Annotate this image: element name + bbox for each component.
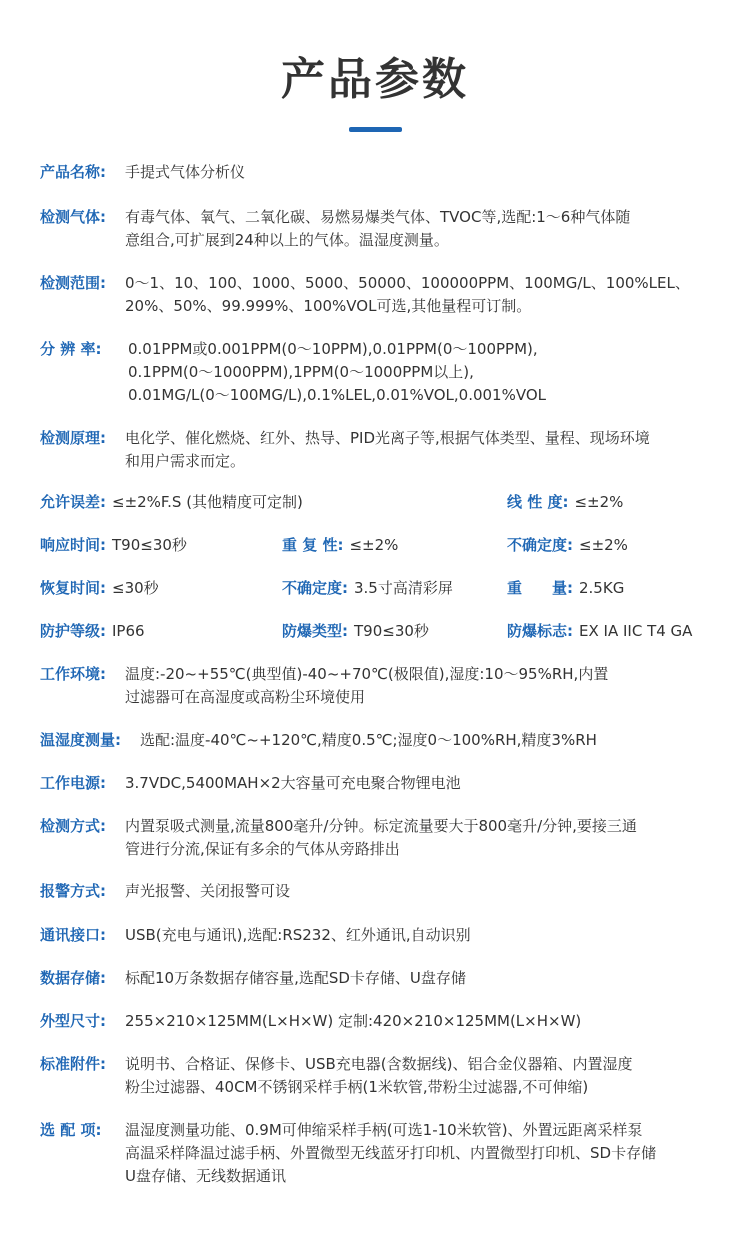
- spec-label: 检测方式:: [40, 817, 106, 835]
- spec-value: T90≤30秒: [112, 536, 187, 554]
- spec-value-line: 温度:-20~+55℃(典型值)-40~+70℃(极限值),湿度:10～95%RH,内置: [125, 665, 609, 683]
- spec-product-name: [40, 161, 730, 184]
- spec-interface: [40, 924, 730, 947]
- spec-repeatability: [282, 534, 398, 557]
- spec-label: 恢复时间:: [40, 579, 106, 597]
- spec-alarm-mode: [40, 880, 730, 903]
- spec-label: 响应时间:: [40, 536, 106, 554]
- spec-explosion-mark: [507, 620, 692, 643]
- spec-label: 工作电源:: [40, 774, 106, 792]
- spec-value: 3.5寸高清彩屏: [354, 579, 453, 597]
- spec-label: 防爆类型:: [282, 622, 348, 640]
- spec-value: ≤±2%: [579, 536, 628, 554]
- spec-label: 不确定度:: [507, 536, 573, 554]
- spec-allowed-error: [40, 491, 303, 514]
- spec-value-line: 过滤器可在高湿度或高粉尘环境使用: [125, 688, 366, 706]
- spec-value: IP66: [112, 622, 145, 640]
- title-underline: [349, 127, 402, 132]
- spec-value: 声光报警、关闭报警可设: [125, 882, 291, 900]
- spec-value-line: 和用户需求而定。: [125, 452, 246, 470]
- spec-value-line: 管进行分流,保证有多余的气体从旁路排出: [125, 840, 400, 858]
- spec-label: 外型尺寸:: [40, 1012, 106, 1030]
- spec-value-line: 内置泵吸式测量,流量800毫升/分钟。标定流量要大于800毫升/分钟,要接三通: [125, 817, 637, 835]
- spec-recovery-time: [40, 577, 159, 600]
- spec-label: 重 复 性:: [282, 536, 344, 554]
- spec-options: [40, 1119, 730, 1188]
- spec-label: 选 配 项:: [40, 1121, 102, 1139]
- spec-label: 数据存储:: [40, 969, 106, 987]
- spec-resolution: [40, 338, 730, 407]
- spec-detected-gas: [40, 206, 730, 252]
- spec-detection-principle: [40, 427, 730, 473]
- spec-weight: [507, 577, 624, 600]
- spec-explosion-type: [282, 620, 429, 643]
- spec-linearity: [507, 491, 623, 514]
- spec-value: 255×210×125MM(L×H×W) 定制:420×210×125MM(L×H×W): [125, 1012, 582, 1030]
- spec-temp-humidity: [40, 729, 730, 752]
- spec-label: 防护等级:: [40, 622, 106, 640]
- spec-label: 防爆标志:: [507, 622, 573, 640]
- spec-value: 标配10万条数据存储容量,选配SD卡存储、U盘存储: [125, 969, 466, 987]
- spec-label: 报警方式:: [40, 882, 106, 900]
- page-title: 产品参数: [281, 54, 469, 105]
- spec-value-line: 温湿度测量功能、0.9M可伸缩采样手柄(可选1-10米软管)、外置远距离采样泵: [125, 1121, 643, 1139]
- spec-label: 允许误差:: [40, 493, 106, 511]
- spec-value-line: 说明书、合格证、保修卡、USB充电器(含数据线)、铝合金仪器箱、内置湿度: [125, 1055, 633, 1073]
- spec-value: ≤±2%: [349, 536, 399, 554]
- spec-value-line: 0.01PPM或0.001PPM(0～10PPM),0.01PPM(0～100PPM),: [128, 340, 538, 358]
- spec-label: 通讯接口:: [40, 926, 106, 944]
- spec-dimensions: [40, 1010, 730, 1033]
- spec-label: 检测原理:: [40, 429, 106, 447]
- spec-value: ≤±2%F.S (其他精度可定制): [112, 493, 303, 511]
- spec-label: 线 性 度:: [507, 493, 569, 511]
- spec-label: 工作环境:: [40, 665, 106, 683]
- spec-value: T90≤30秒: [354, 622, 429, 640]
- spec-standard-accessories: [40, 1053, 730, 1099]
- spec-label: 温湿度测量:: [40, 731, 121, 749]
- spec-value-line: 粉尘过滤器、40CM不锈钢采样手柄(1米软管,带粉尘过滤器,不可伸缩): [125, 1078, 589, 1096]
- spec-label: 检测气体:: [40, 208, 106, 226]
- spec-label: 标准附件:: [40, 1055, 106, 1073]
- spec-value: USB(充电与通讯),选配:RS232、红外通讯,自动识别: [125, 926, 471, 944]
- spec-response-time: [40, 534, 187, 557]
- spec-uncertainty: [507, 534, 628, 557]
- spec-value: 手提式气体分析仪: [125, 163, 246, 181]
- spec-detection-range: [40, 272, 730, 318]
- spec-value: 选配:温度-40℃~+120℃,精度0.5℃;湿度0～100%RH,精度3%RH: [140, 731, 597, 749]
- spec-label: 检测范围:: [40, 274, 106, 292]
- spec-value-line: 0.01MG/L(0～100MG/L),0.1%LEL,0.01%VOL,0.001%VOL: [128, 386, 547, 404]
- spec-label: 产品名称:: [40, 163, 106, 181]
- spec-protection-level: [40, 620, 145, 643]
- spec-label: 分 辨 率:: [40, 340, 102, 358]
- spec-value: 2.5KG: [579, 579, 625, 597]
- spec-detection-method: [40, 815, 730, 861]
- spec-value: 3.7VDC,5400MAH×2大容量可充电聚合物锂电池: [125, 774, 461, 792]
- spec-label: 不确定度:: [282, 579, 348, 597]
- spec-value-line: 0.1PPM(0～1000PPM),1PPM(0～1000PPM以上),: [128, 363, 474, 381]
- spec-value-line: 意组合,可扩展到24种以上的气体。温湿度测量。: [125, 231, 449, 249]
- spec-value-line: 高温采样降温过滤手柄、外置微型无线蓝牙打印机、内置微型打印机、SD卡存储: [125, 1144, 657, 1162]
- spec-value-line: 电化学、催化燃烧、红外、热导、PID光离子等,根据气体类型、量程、现场环境: [125, 429, 650, 447]
- spec-value-line: 20%、50%、99.999%、100%VOL可选,其他量程可订制。: [125, 297, 532, 315]
- spec-label: 重 量:: [507, 579, 573, 597]
- spec-power-supply: [40, 772, 730, 795]
- spec-data-storage: [40, 967, 730, 990]
- spec-value-line: 有毒气体、氧气、二氧化碳、易燃易爆类气体、TVOC等,选配:1～6种气体随: [125, 208, 631, 226]
- spec-value-line: U盘存储、无线数据通讯: [125, 1167, 286, 1185]
- spec-value: EX IA IIC T4 GA: [579, 622, 693, 640]
- spec-display: [282, 577, 453, 600]
- spec-value: ≤30秒: [112, 579, 159, 597]
- spec-value-line: 0～1、10、100、1000、5000、50000、100000PPM、100MG/L、100%LEL、: [125, 274, 690, 292]
- spec-working-environment: [40, 663, 730, 709]
- spec-value: ≤±2%: [574, 493, 624, 511]
